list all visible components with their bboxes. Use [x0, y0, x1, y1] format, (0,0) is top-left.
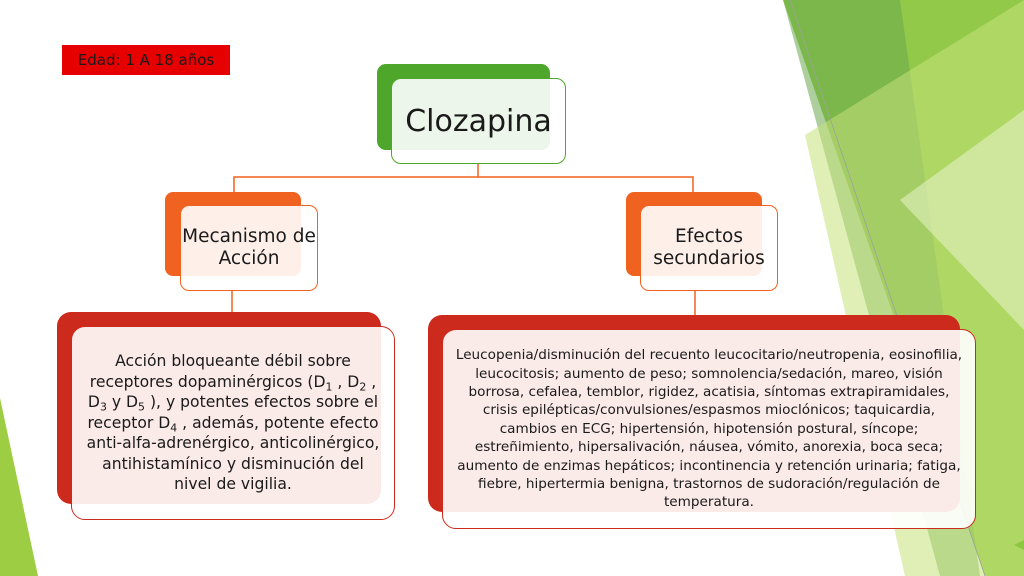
efectos-detail-box — [442, 329, 976, 529]
mecanismo-node-label: Mecanismo de Acción — [182, 226, 316, 269]
mecanismo-node — [180, 205, 318, 291]
age-badge — [62, 45, 230, 75]
mecanismo-detail-box — [71, 326, 395, 520]
left-green-wedge — [0, 398, 38, 576]
efectos-node — [640, 205, 778, 291]
age-badge-text: Edad: 1 A 18 años — [77, 51, 215, 69]
root-node-label: Clozapina — [405, 103, 552, 139]
efectos-node-label: Efectos secundarios — [653, 226, 765, 269]
efectos-detail-text: Leucopenia/disminución del recuento leucocitario/neutropenia, eosinofilia, leucocitosis; aumento de peso; somnolencia/sedación, mareo, visión borrosa, cefalea, temblor, rigidez, acatisia, síntomas extrapiramidales, crisis epilépticas/convulsiones/espasmos mioclónicos; taquicardia, cambios en ECG; hipertensión, hipotensión postural, síncope; estreñimiento, hipersalivación, náusea, vómito, anorexia, boca seca; aumento de enzimas hepáticos; incontinencia y retención urinaria; fatiga, fiebre, hipertermia benigna, trastornos de sudoración/regulación de temperatura. — [455, 347, 963, 511]
mecanismo-detail-text: Acción bloqueante débil sobre receptores dopaminérgicos ($D_1$ , $D_2$ , $D_3$ y $D_5$ ), y potentes efectos sobre el receptor $D_4$ , además, potente efecto anti-alfa-adrenérgico, anticolinérgico, antihistamínico y disminución del nivel de vigilia. — [86, 352, 380, 494]
root-node — [391, 78, 566, 164]
